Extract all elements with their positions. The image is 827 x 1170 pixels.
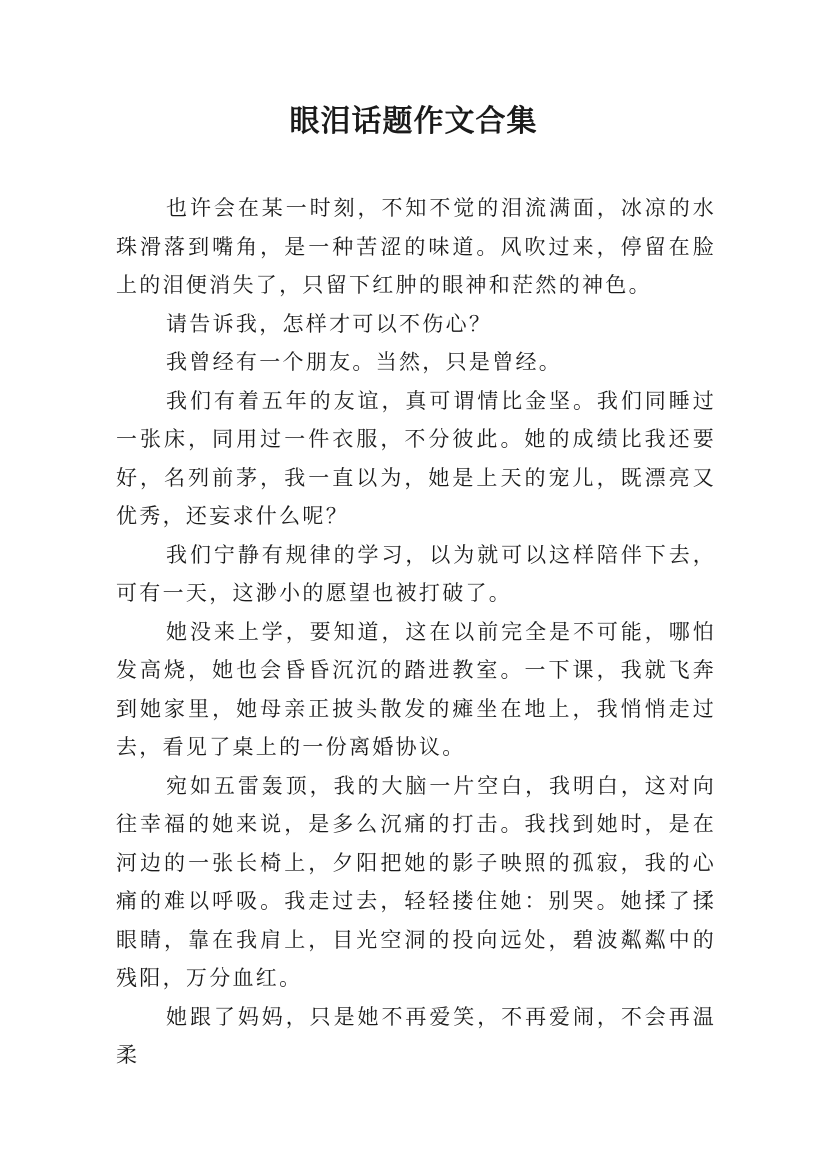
document-title: 眼泪话题作文合集	[289, 104, 538, 139]
paragraph: 她没来上学，要知道，这在以前完全是不可能，哪怕发高烧，她也会昏昏沉沉的踏进教室。一下课，我就飞奔到她家里，她母亲正披头散发的瘫坐在地上，我悄悄走过去，看见了桌上的一份离婚协议。	[116, 619, 716, 759]
paragraph: 我们有着五年的友谊，真可谓情比金坚。我们同睡过一张床，同用过一件衣服，不分彼此。她的成绩比我还要好，名列前茅，我一直以为，她是上天的宠儿，既漂亮又优秀，还妄求什么呢？	[116, 388, 716, 528]
paragraph: 宛如五雷轰顶，我的大脑一片空白，我明白，这对向往幸福的她来说，是多么沉痛的打击。我找到她时，是在河边的一张长椅上，夕阳把她的影子映照的孤寂，我的心痛的难以呼吸。我走过去，轻轻搂住她：别哭。她揉了揉眼睛，靠在我肩上，目光空洞的投向远处，碧波粼粼中的残阳，万分血红。	[116, 773, 716, 990]
paragraph: 她跟了妈妈，只是她不再爱笑，不再爱闹，不会再温柔	[116, 1004, 716, 1067]
document-body	[116, 189, 716, 1075]
paragraph: 我们宁静有规律的学习，以为就可以这样陪伴下去，可有一天，这渺小的愿望也被打破了。	[116, 542, 716, 605]
paragraph: 我曾经有一个朋友。当然，只是曾经。	[166, 350, 563, 374]
paragraph: 也许会在某一时刻，不知不觉的泪流满面，冰凉的水珠滑落到嘴角，是一种苦涩的味道。风吹过来，停留在脸上的泪便消失了，只留下红肿的眼神和茫然的神色。	[116, 196, 716, 297]
paragraph: 请告诉我，怎样才可以不伤心？	[166, 311, 493, 336]
